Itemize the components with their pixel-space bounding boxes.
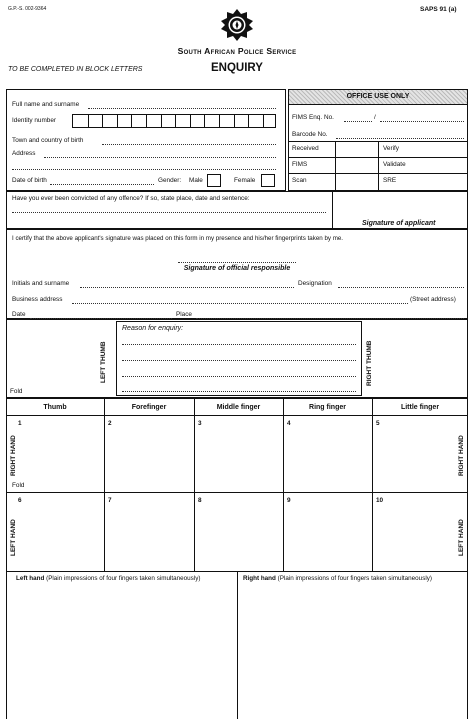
left-hand-label-right: LEFT HAND	[458, 519, 465, 556]
fims-enq-separator: /	[374, 114, 376, 121]
designation-field[interactable]	[338, 287, 464, 288]
place-label: Place	[176, 311, 192, 318]
verify-label: Verify	[383, 145, 399, 152]
left-plain-impressions-label	[16, 575, 200, 582]
reason-line-2[interactable]	[122, 360, 356, 361]
male-checkbox[interactable]	[207, 174, 221, 187]
address-line-2[interactable]	[12, 169, 276, 170]
finger-number-7: 7	[108, 497, 112, 504]
female-label: Female	[234, 177, 256, 184]
male-label: Male	[189, 177, 203, 184]
identity-number-field[interactable]	[72, 114, 276, 128]
town-country-label: Town and country of birth	[12, 137, 84, 144]
initials-surname-field[interactable]	[80, 287, 294, 288]
street-address-label: (Street address)	[410, 296, 456, 303]
identity-label: Identity number	[12, 117, 57, 124]
official-signature-field[interactable]	[178, 262, 296, 263]
certification-box	[6, 229, 468, 319]
reason-line-3[interactable]	[122, 376, 356, 377]
form-code: SAPS 91 (a)	[420, 6, 457, 13]
date-label: Date	[12, 311, 26, 318]
left-thumb-label: LEFT THUMB	[100, 341, 107, 383]
reason-label: Reason for enquiry:	[122, 325, 184, 332]
validate-label: Validate	[383, 161, 406, 168]
header-little-finger: Little finger	[400, 404, 440, 411]
header-ring-finger: Ring finger	[309, 404, 346, 411]
office-use-heading: OFFICE USE ONLY	[346, 93, 410, 100]
right-hand-plain-title: Right hand	[243, 575, 276, 582]
female-checkbox[interactable]	[261, 174, 275, 187]
right-hand-label-right: RIGHT HAND	[458, 435, 465, 476]
right-hand-plain-note: (Plain impressions of four fingers taken simultaneously)	[277, 575, 432, 582]
scan-label: Scan	[292, 177, 307, 184]
full-name-label: Full name and surname	[12, 101, 80, 108]
finger-number-6: 6	[18, 497, 22, 504]
full-name-field[interactable]	[88, 108, 276, 109]
organisation-name: South African Police Service	[177, 46, 297, 56]
designation-label: Designation	[298, 280, 332, 287]
certification-statement: I certify that the above applicant's signature was placed on this form in my presence and his/her fingerprints taken by me.	[12, 235, 344, 242]
finger-number-4: 4	[287, 420, 291, 427]
finger-number-10: 10	[376, 497, 384, 504]
thumb-fold-label: Fold	[10, 388, 23, 395]
finger-number-3: 3	[198, 420, 202, 427]
right-thumb-label: RIGHT THUMB	[366, 340, 373, 386]
reason-for-enquiry-box	[116, 321, 362, 396]
address-field[interactable]	[44, 157, 276, 158]
print-code: G.P.-S. 002-9364	[8, 6, 47, 12]
fims-label: FIMS	[292, 161, 308, 168]
reason-line-4[interactable]	[122, 391, 356, 392]
page-title: ENQUIRY	[211, 62, 263, 74]
header-forefinger: Forefinger	[131, 404, 167, 411]
finger-fold-label: Fold	[12, 482, 25, 489]
right-hand-label-left: RIGHT HAND	[10, 435, 17, 476]
address-label: Address	[12, 150, 36, 157]
header-middle-finger: Middle finger	[216, 404, 261, 411]
left-hand-plain-note: (Plain impressions of four fingers taken simultaneously)	[46, 575, 201, 582]
conviction-question: Have you ever been convicted of any offence? If so, state place, date and sentence:	[12, 195, 250, 202]
dob-field[interactable]	[50, 184, 154, 185]
header-thumb: Thumb	[43, 404, 67, 411]
gender-label: Gender:	[158, 177, 182, 184]
saps-star-badge-icon	[220, 8, 254, 42]
fims-enq-label: FIMS Enq. No.	[292, 114, 334, 121]
left-hand-label-left: LEFT HAND	[10, 519, 17, 556]
received-label: Received	[292, 145, 319, 152]
fims-enq-field-2[interactable]	[380, 121, 464, 122]
block-letters-instruction: TO BE COMPLETED IN BLOCK LETTERS	[8, 66, 143, 73]
sre-label: SRE	[383, 177, 397, 184]
finger-number-5: 5	[376, 420, 380, 427]
fims-enq-field-1[interactable]	[344, 121, 372, 122]
barcode-label: Barcode No.	[292, 131, 328, 138]
right-plain-impressions-label	[243, 575, 432, 582]
business-address-field[interactable]	[72, 303, 408, 304]
finger-number-9: 9	[287, 497, 291, 504]
business-address-label: Business address	[12, 296, 63, 303]
finger-number-2: 2	[108, 420, 112, 427]
left-hand-plain-title: Left hand	[16, 575, 45, 582]
applicant-signature-label: Signature of applicant	[362, 220, 436, 227]
official-signature-label: Signature of official responsible	[183, 265, 291, 272]
dob-label: Date of birth	[12, 177, 47, 184]
finger-number-8: 8	[198, 497, 202, 504]
reason-line-1[interactable]	[122, 344, 356, 345]
conviction-answer-field[interactable]	[12, 212, 326, 213]
barcode-field[interactable]	[336, 138, 464, 139]
initials-surname-label: Initials and surname	[12, 280, 70, 287]
town-country-field[interactable]	[102, 144, 276, 145]
finger-number-1: 1	[18, 420, 22, 427]
